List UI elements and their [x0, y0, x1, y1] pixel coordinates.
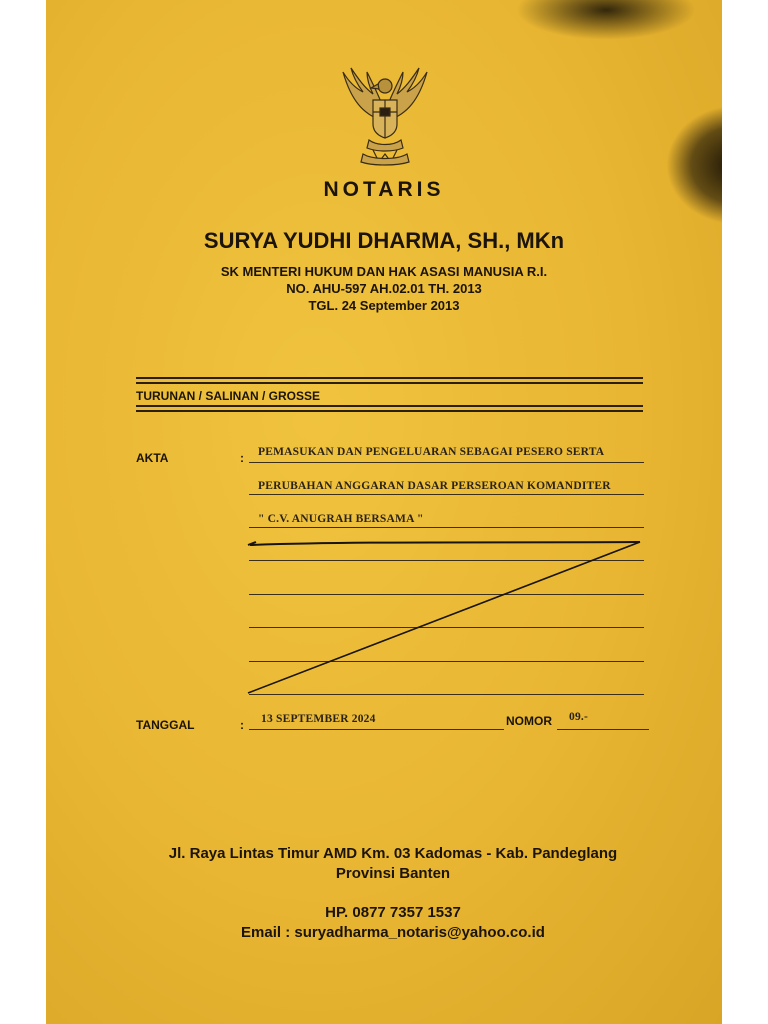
sk-line-1: SK MENTERI HUKUM DAN HAK ASASI MANUSIA R.I.: [220, 264, 548, 279]
sk-line-2: NO. AHU-597 AH.02.01 TH. 2013: [286, 281, 482, 296]
address-line-1: Jl. Raya Lintas Timur AMD Km. 03 Kadomas - Kab. Pandeglang: [168, 845, 618, 862]
notary-name: SURYA YUDHI DHARMA, SH., MKn: [203, 228, 565, 253]
akta-underline-2: [249, 494, 644, 495]
akta-label: AKTA: [136, 451, 169, 465]
garuda-emblem-icon: [333, 62, 437, 170]
rule-top-2: [136, 382, 643, 384]
rule-bottom-2: [136, 410, 643, 412]
akta-underline-3: [249, 527, 644, 528]
rule-bottom-1: [136, 405, 643, 407]
copy-type-label: TURUNAN / SALINAN / GROSSE: [136, 389, 321, 403]
phone-number: HP. 0877 7357 1537: [325, 904, 461, 921]
akta-line-3: " C.V. ANUGRAH BERSAMA ": [258, 513, 424, 525]
tanggal-colon: :: [240, 718, 244, 732]
office-title: NOTARIS: [323, 178, 445, 201]
tanggal-value: 13 SEPTEMBER 2024: [261, 713, 376, 725]
nomor-value: 09.-: [569, 711, 589, 723]
finger-shadow-right: [666, 105, 722, 225]
address-line-2: Provinsi Banten: [335, 865, 451, 882]
nomor-underline: [557, 729, 649, 730]
tanggal-underline: [249, 729, 504, 730]
akta-underline-1: [249, 462, 644, 463]
sk-line-3: TGL. 24 September 2013: [308, 298, 460, 313]
nomor-label: NOMOR: [506, 714, 552, 728]
rule-top-1: [136, 377, 643, 379]
akta-line-1: PEMASUKAN DAN PENGELUARAN SEBAGAI PESERO SERTA: [258, 446, 605, 458]
notary-folder-cover: [46, 0, 722, 1024]
tanggal-label: TANGGAL: [136, 718, 195, 732]
email-address: Email : suryadharma_notaris@yahoo.co.id: [241, 924, 545, 941]
finger-shadow-top: [516, 0, 696, 40]
akta-colon: :: [240, 451, 244, 465]
strike-through-mark: [242, 535, 647, 700]
akta-line-2: PERUBAHAN ANGGARAN DASAR PERSEROAN KOMANDITER: [258, 480, 611, 492]
